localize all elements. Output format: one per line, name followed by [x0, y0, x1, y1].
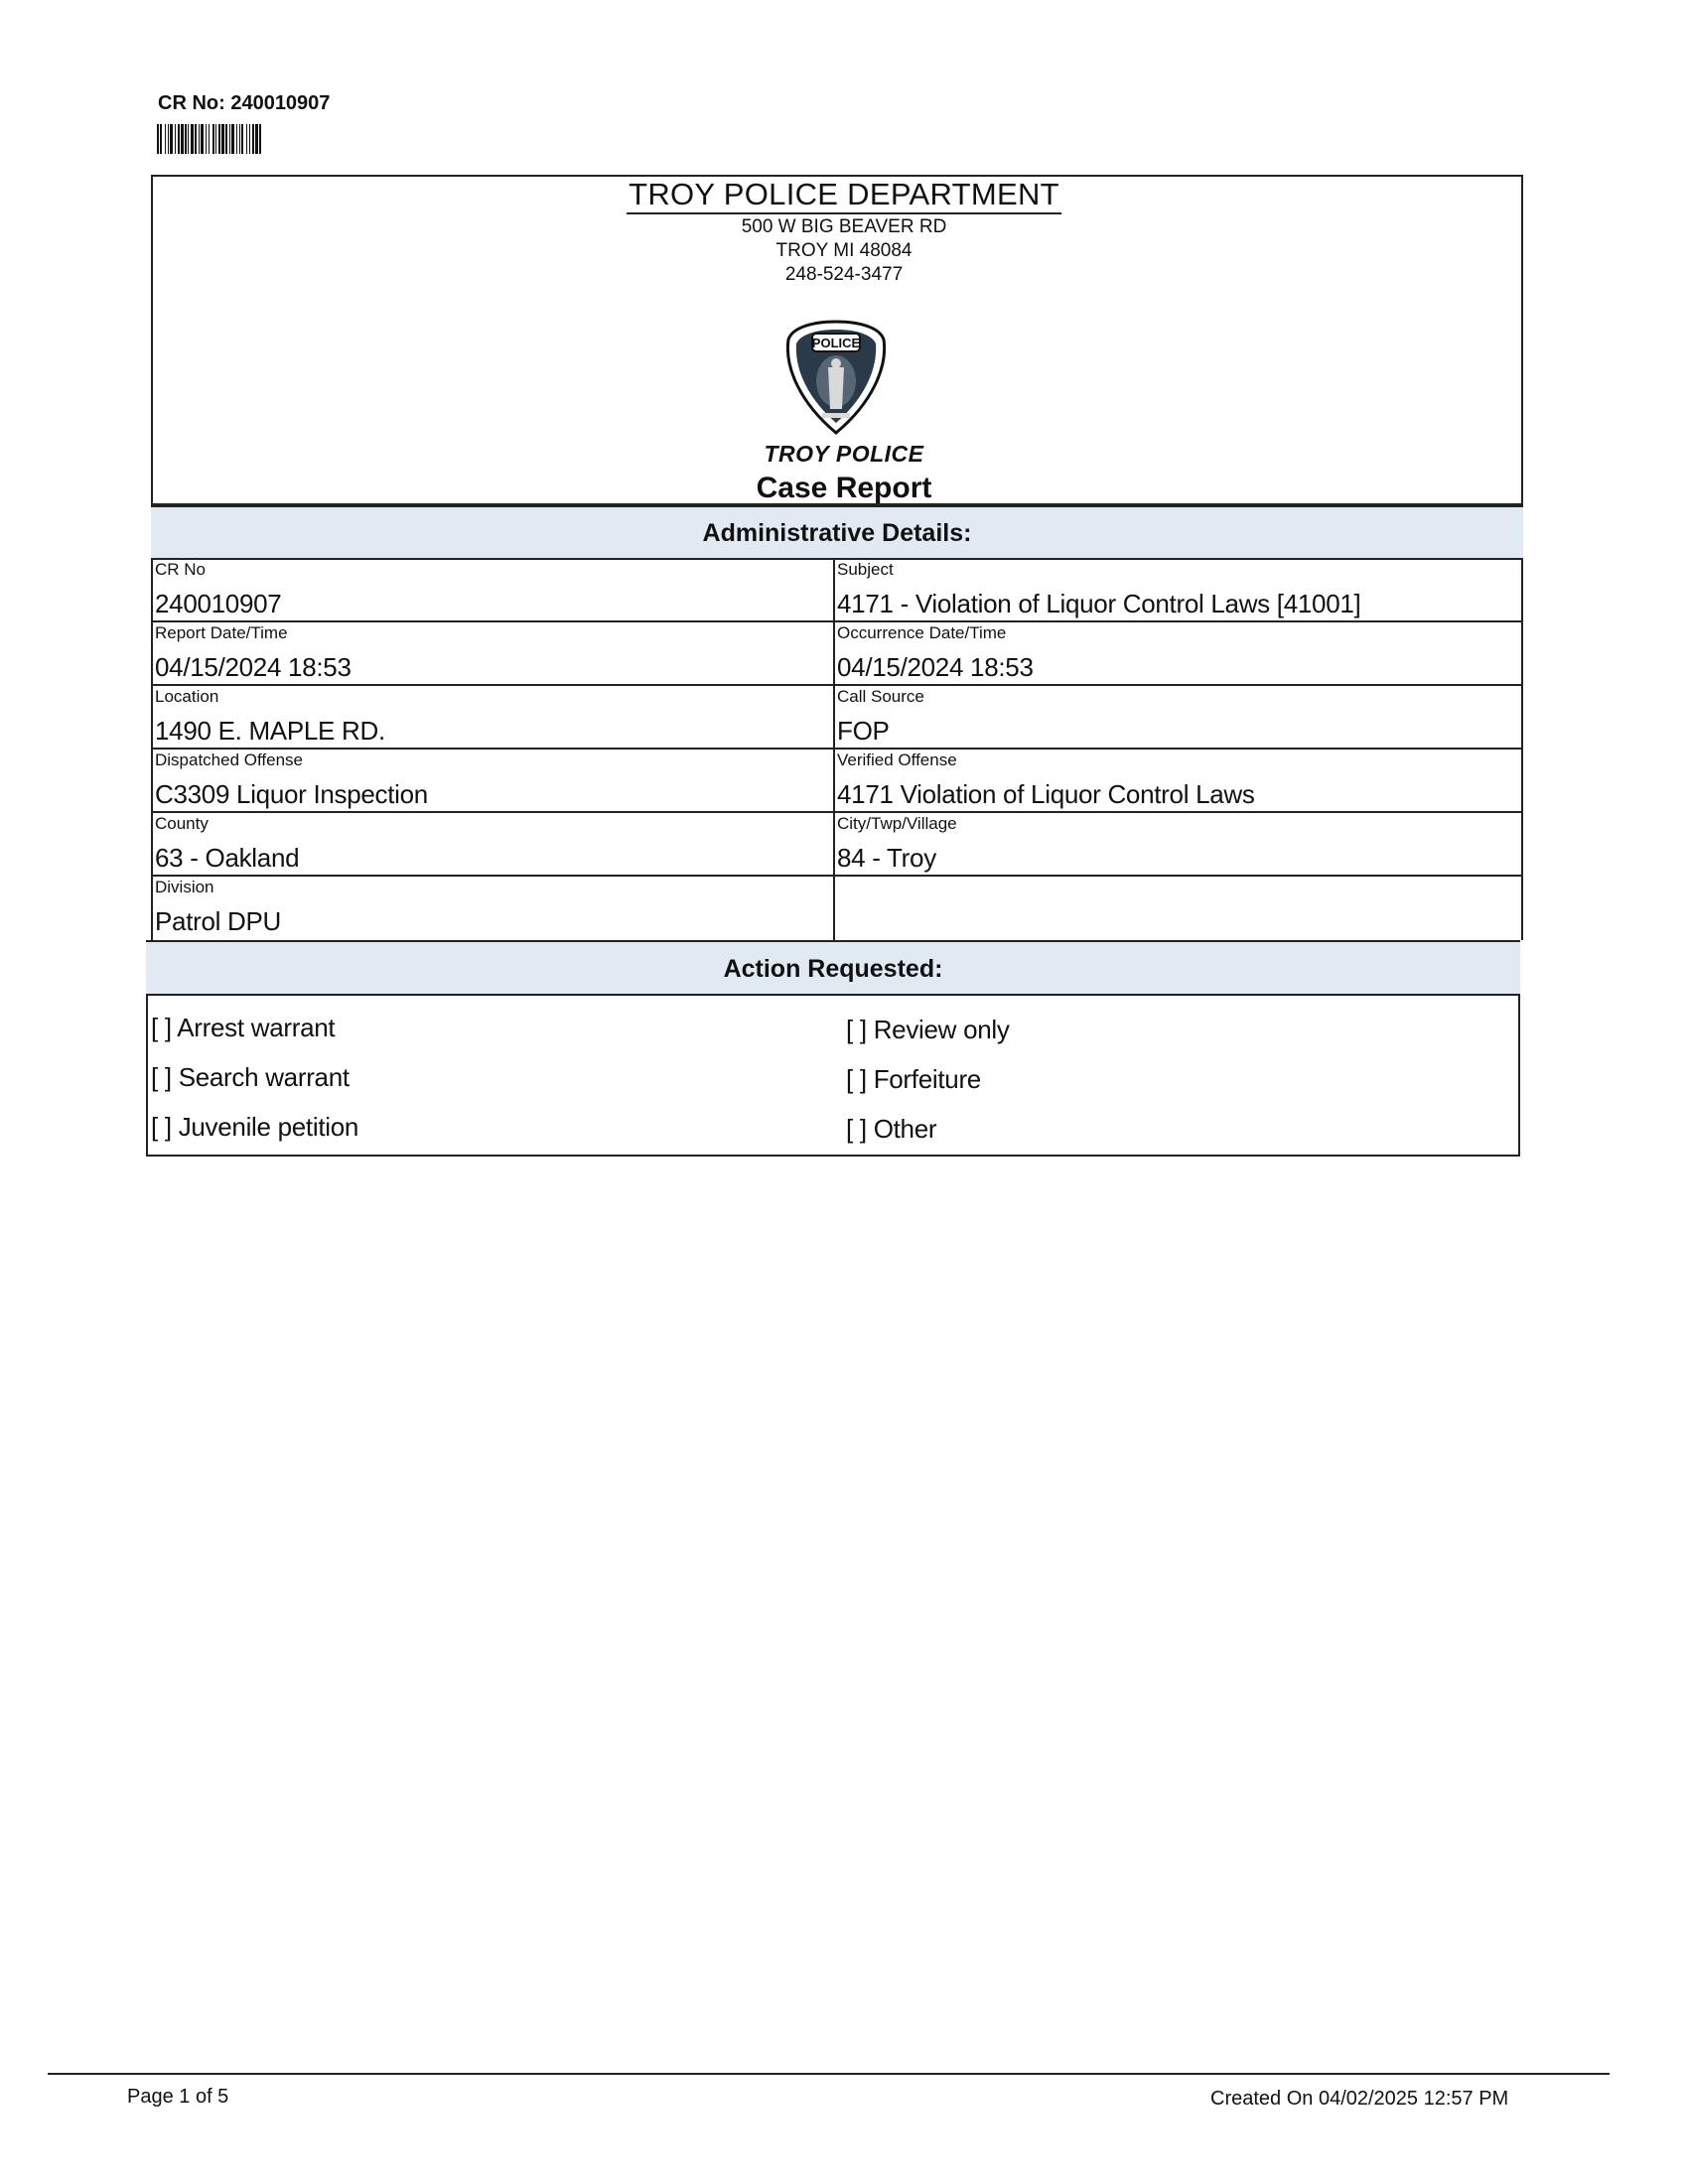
- field-label: Division: [155, 878, 214, 896]
- badge-text: POLICE: [811, 336, 861, 350]
- action-forfeiture: [ ] Forfeiture: [846, 1064, 981, 1094]
- field-label: Verified Offense: [837, 751, 957, 769]
- field-value: 04/15/2024 18:53: [155, 652, 352, 682]
- police-badge-icon: [782, 318, 890, 435]
- field-value: 63 - Oakland: [155, 843, 300, 873]
- field-label: Subject: [837, 560, 894, 579]
- action-other: [ ] Other: [846, 1114, 937, 1144]
- field-label: Occurrence Date/Time: [837, 623, 1007, 642]
- division-cell: [153, 877, 835, 940]
- field-value: 04/15/2024 18:53: [837, 652, 1034, 682]
- field-value: 4171 Violation of Liquor Control Laws: [837, 779, 1255, 809]
- field-value: 84 - Troy: [837, 843, 936, 873]
- detail-row: [153, 813, 1521, 877]
- field-value: 240010907: [155, 589, 282, 618]
- action-arrest-warrant: [ ] Arrest warrant: [151, 1013, 336, 1042]
- field-label: Report Date/Time: [155, 623, 288, 642]
- administrative-details-grid: [151, 559, 1523, 940]
- detail-row: [153, 750, 1521, 813]
- city-twp-village-cell: [835, 813, 1521, 875]
- department-name: TROY POLICE DEPARTMENT: [0, 177, 1688, 212]
- created-on-timestamp: Created On 04/02/2025 12:57 PM: [1210, 2088, 1509, 2110]
- action-search-warrant: [ ] Search warrant: [151, 1062, 350, 1092]
- page-number: Page 1 of 5: [127, 2086, 229, 2108]
- field-label: Dispatched Offense: [155, 751, 303, 769]
- empty-cell: [835, 877, 1521, 940]
- action-review-only: [ ] Review only: [846, 1015, 1010, 1044]
- field-value: C3309 Liquor Inspection: [155, 779, 428, 809]
- detail-row: [153, 877, 1521, 940]
- detail-row: [153, 559, 1521, 622]
- field-label: Location: [155, 687, 219, 706]
- cr-number-header: CR No: 240010907: [158, 92, 331, 114]
- verified-offense-cell: [835, 750, 1521, 811]
- detail-row: [153, 622, 1521, 686]
- department-address-line2: TROY MI 48084: [775, 240, 913, 261]
- administrative-details-header: Administrative Details:: [151, 505, 1523, 560]
- field-value: Patrol DPU: [155, 906, 282, 936]
- action-requested-header: Action Requested:: [146, 940, 1520, 996]
- field-label: CR No: [155, 560, 207, 579]
- field-label: County: [155, 814, 209, 833]
- field-label: Call Source: [837, 687, 924, 706]
- cr-no-cell: [153, 559, 835, 620]
- report-title: Case Report: [756, 472, 932, 504]
- dispatched-offense-cell: [153, 750, 835, 811]
- field-label: City/Twp/Village: [837, 814, 957, 833]
- action-juvenile-petition: [ ] Juvenile petition: [151, 1112, 359, 1142]
- department-phone: 248-524-3477: [784, 264, 904, 285]
- occurrence-datetime-cell: [835, 622, 1521, 684]
- field-value: 1490 E. MAPLE RD.: [155, 716, 385, 746]
- brand-wordmark: TROY POLICE: [764, 441, 924, 467]
- field-value: FOP: [837, 716, 890, 746]
- location-cell: [153, 686, 835, 748]
- footer-divider: [48, 2073, 1610, 2075]
- department-address-line1: 500 W BIG BEAVER RD: [741, 216, 947, 237]
- detail-row: [153, 686, 1521, 750]
- field-value: 4171 - Violation of Liquor Control Laws [41001]: [837, 589, 1361, 618]
- report-datetime-cell: [153, 622, 835, 684]
- barcode-image: [157, 124, 423, 154]
- action-requested-box: [146, 996, 1520, 1157]
- subject-cell: [835, 559, 1521, 620]
- call-source-cell: [835, 686, 1521, 748]
- county-cell: [153, 813, 835, 875]
